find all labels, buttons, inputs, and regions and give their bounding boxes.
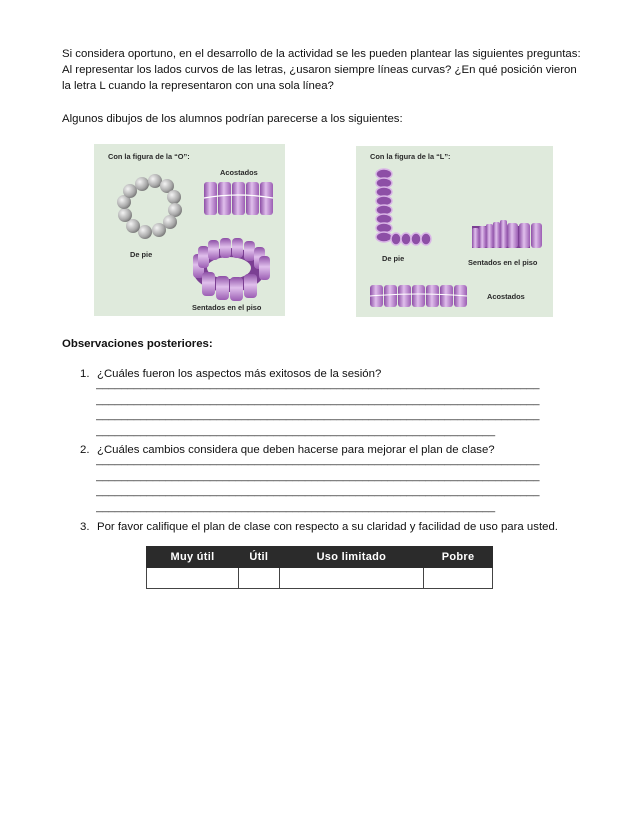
observations-title: Observaciones posteriores: — [62, 338, 213, 350]
figure-o-label-standing: De pie — [130, 250, 153, 259]
figure-l — [356, 146, 553, 317]
figure-o — [94, 144, 285, 316]
rating-header-very-useful: Muy útil — [147, 547, 239, 568]
standing-l — [376, 169, 431, 245]
answer-line: ______________________________________________________________________ — [96, 469, 540, 482]
answer-line: ______________________________________________________________________ — [96, 378, 540, 390]
figure-l-label-standing: De pie — [382, 254, 405, 263]
answer-line: ______________________________________________________________________ — [96, 393, 540, 406]
question-1-text: ¿Cuáles fueron los aspectos más exitosos de la sesión? — [97, 368, 382, 380]
rating-answer-row — [147, 568, 493, 589]
lying-l — [370, 285, 467, 307]
answer-lines-1[interactable] — [96, 377, 578, 439]
figure-o-label-sitting: Sentados en el piso — [192, 303, 262, 312]
answer-lines-2[interactable] — [96, 453, 578, 515]
rating-header-row — [147, 547, 493, 568]
rating-header-poor: Pobre — [424, 547, 493, 568]
rating-cell-useful[interactable] — [238, 568, 279, 589]
answer-line: ______________________________________________________________________ — [96, 485, 540, 498]
question-2-text: ¿Cuáles cambios considera que deben hacerse para mejorar el plan de clase? — [97, 444, 495, 456]
rating-cell-poor[interactable] — [424, 568, 493, 589]
rating-cell-limited-use[interactable] — [279, 568, 423, 589]
figure-o-title: Con la figura de la “O”: — [108, 152, 190, 161]
question-3-number: 3. — [80, 521, 90, 533]
figure-o-label-lying: Acostados — [220, 168, 258, 177]
ring-of-cylinders — [193, 238, 270, 301]
rating-table — [146, 546, 493, 589]
figure-l-label-sitting: Sentados en el piso — [468, 258, 538, 267]
intro-paragraph: Si considera oportuno, en el desarrollo de la actividad se les pueden plantear las siguientes preguntas: Al representar los lados curvos de las letras, ¿usaron siempre líneas curvas? ¿En qué posición vieron la letra L cuando la representaron con una sola línea? — [62, 48, 581, 92]
question-2-number: 2. — [80, 444, 90, 456]
answer-line: ______________________________________________________________________ — [96, 409, 540, 422]
question-1-number: 1. — [80, 368, 90, 380]
question-3-text: Por favor califique el plan de clase con respecto a su claridad y facilidad de uso para usted. — [97, 521, 558, 533]
answer-line: _______________________________________________________________ — [96, 424, 496, 437]
answer-line: ______________________________________________________________________ — [96, 454, 540, 466]
sitting-l — [472, 220, 542, 248]
answer-line: _______________________________________________________________ — [96, 500, 496, 513]
rating-cell-very-useful[interactable] — [147, 568, 239, 589]
lying-cylinders — [204, 182, 273, 215]
intro-paragraph-2: Algunos dibujos de los alumnos podrían parecerse a los siguientes: — [62, 113, 403, 125]
figure-l-label-lying: Acostados — [487, 292, 525, 301]
ring-of-balls — [117, 174, 182, 239]
figure-l-title: Con la figura de la “L”: — [370, 152, 451, 161]
rating-header-limited-use: Uso limitado — [279, 547, 423, 568]
rating-header-useful: Útil — [238, 547, 279, 568]
